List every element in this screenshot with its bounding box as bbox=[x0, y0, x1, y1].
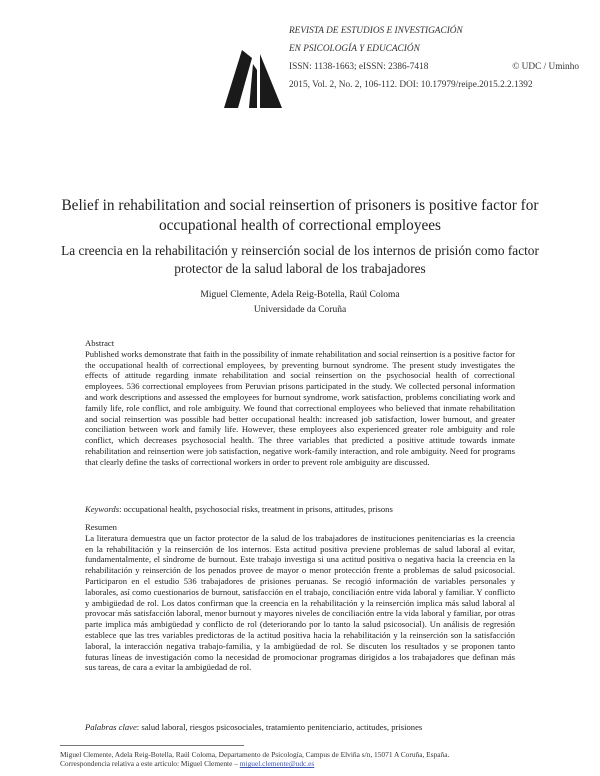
abstract-section bbox=[85, 338, 515, 468]
palabras-clave-label: Palabras clave bbox=[85, 722, 137, 732]
title-english: Belief in rehabilitation and social reinsertion of prisoners is positive factor for occupational health of correctional employees bbox=[61, 197, 539, 234]
palabras-clave-text: salud laboral, riesgos psicosociales, tratamiento penitenciario, actitudes, prisiones bbox=[141, 722, 423, 732]
footer-email-link[interactable]: miguel.clemente@udc.es bbox=[239, 759, 315, 769]
journal-citation: 2015, Vol. 2, No. 2, 106-112. DOI: 10.17979/reipe.2015.2.2.1392 bbox=[289, 80, 533, 90]
author-block bbox=[50, 288, 550, 318]
journal-name-line1: REVISTA DE ESTUDIOS E INVESTIGACIÓN bbox=[289, 26, 463, 36]
resumen-heading: Resumen bbox=[85, 522, 117, 532]
title-spanish: La creencia en la rehabilitación y reinserción social de los internos de prisión como factor protector de la salud laboral de los trabajadores bbox=[61, 243, 539, 276]
journal-logo bbox=[222, 48, 284, 110]
keywords-text: occupational health, psychosocial risks, treatment in prisons, attitudes, prisons bbox=[123, 504, 393, 514]
keywords-label: Keywords bbox=[85, 504, 120, 514]
resumen-section bbox=[85, 522, 515, 673]
abstract-heading: Abstract bbox=[85, 338, 115, 348]
footer-address: Miguel Clemente, Adela Reig-Botella, Raúl Coloma, Departamento de Psicología, Campus de Elviña s/n, 15071 A Coruña, España. bbox=[60, 750, 450, 759]
authors: Miguel Clemente, Adela Reig-Botella, Raúl Coloma bbox=[200, 290, 400, 300]
resumen-text: La literatura demuestra que un factor protector de la salud de los trabajadores de instituciones penitenciarias es la creencia en la rehabilitación y la reinserción de los internos. Esta actitud positiva previene problemas de salud laboral al evitar, fundamentalmente, el síndrome de burnout. Este trabajo investiga si una actitud positiva o negativa hacia la creencia en la rehabilitación y reinserción de los penados provee de mayor o menor protección frente a problemas de salud psicosocial. Participaron en el estudio 536 trabajadores de prisiones peruanas. Se recogió información de variables personales y laborales, así como cuestionarios de burnout, satisfacción en el trabajo, conciliación entre vida laboral y familiar. Y conflicto y ambigüedad de rol. Los datos confirman que la creencia en la rehabilitación y la reinserción implica más salud laboral al provocar más satisfacción laboral, menor burnout y mayores niveles de conciliación entre la vida laboral y familiar, por otras parte implica más ambigüedad y conflicto de rol (deteriorando por lo tanto la salud psicosocial). Un análisis de regresión establece que las tres variables predictoras de la actitud positiva hacia la rehabilitación y la reinserción son la satisfacción laboral, la interacción negativa trabajo-familia, y la ambigüedad de rol. Se discuten los resultados y se proponen tanto futuras líneas de investigación como la necesidad de promocionar programas dirigidos a los trabajadores que definan más sus tareas, de cara a evitar la ambigüedad de rol. bbox=[85, 532, 515, 673]
footer-correspondence-label: Correspondencia relativa a este artículo: Miguel Clemente – bbox=[60, 759, 240, 769]
journal-header bbox=[289, 22, 579, 94]
journal-issn: ISSN: 1138-1663; eISSN: 2386-7418 bbox=[289, 62, 429, 72]
palabras-clave-line: Palabras clave: salud laboral, riesgos psicosociales, tratamiento penitenciario, actitudes, prisiones bbox=[85, 722, 423, 732]
footer-note bbox=[60, 750, 550, 769]
footer-correspondence bbox=[60, 759, 550, 768]
abstract-text: Published works demonstrate that faith in the possibility of inmate rehabilitation and social reinsertion is a positive factor for the occupational health of correctional employees, by preventing burnout syndrome. The present study investigates the effects of attitude regarding inmate rehabilitation and social reinsertion on the psychosocial health of correctional employees. 536 correctional employees from Peruvian prisons participated in the study. We collected personal information and work descriptions and assessed the employees for burnout syndrome, work satisfaction, problems conciliating work and family life, role conflict, and role ambiguity. We found that correctional employees who believed that inmate rehabilitation and social reinsertion was possible had better occupational health: increased job satisfaction, lower burnout, and greater conciliation between work and family life. However, these employees also experienced greater role ambiguity and role conflict, which decreases psychosocial health. The three variables that predicted a positive attitude towards inmate rehabilitation and reinsertion were job satisfaction, negative work-family interaction, and role ambiguity. Need for programs that clearly define the tasks of correctional workers in order to prevent role ambiguity are discussed. bbox=[85, 348, 515, 467]
keywords-line: Keywords: occupational health, psychosocial risks, treatment in prisons, attitudes, prisons bbox=[85, 504, 393, 514]
journal-name-line2: EN PSICOLOGÍA Y EDUCACIÓN bbox=[289, 44, 420, 54]
affiliation: Universidade da Coruña bbox=[253, 305, 347, 315]
footer-rule bbox=[60, 745, 244, 746]
journal-copyright: © UDC / Uminho bbox=[512, 62, 579, 72]
